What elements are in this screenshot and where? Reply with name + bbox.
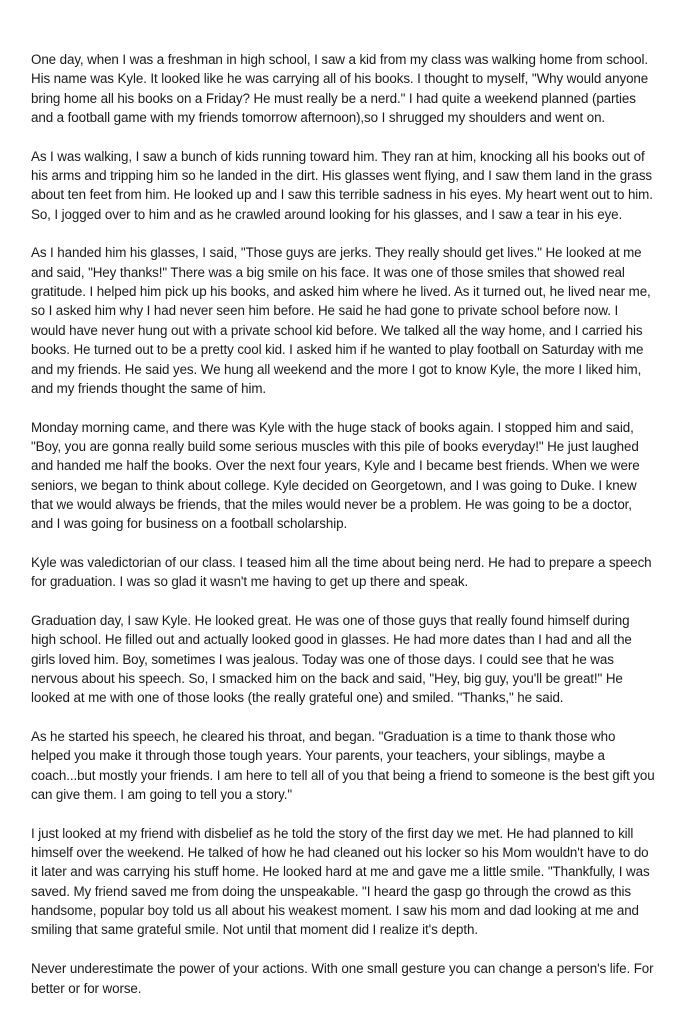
- paragraph-6: Graduation day, I saw Kyle. He looked great. He was one of those guys that really found himself during high school. He filled out and actually looked good in glasses. He had more dates than I had and all the girls loved him. Boy, sometimes I was jealous. Today was one of those days. I could see that he was nervous about his speech. So, I smacked him on the back and said, "Hey, big guy, you'll be great!" He looked at me with one of those looks (the really grateful one) and smiled. "Thanks," he said.: [31, 612, 632, 706]
- paragraph-4: Monday morning came, and there was Kyle with the huge stack of books again. I stopped him and said, "Boy, you are gonna really build some serious muscles with this pile of books everyday!" He just laughed and handed me half the books. Over the next four years, Kyle and I became best friends. When we were seniors, we began to think about college. Kyle decided on Georgetown, and I was going to Duke. I knew that we would always be friends, that the miles would never be a problem. He was going to be a doctor, and I was going for business on a football scholarship.: [31, 419, 640, 532]
- story-document: [31, 50, 655, 1017]
- paragraph-5: Kyle was valedictorian of our class. I teased him all the time about being nerd. He had to prepare a speech for graduation. I was so glad it wasn't me having to get up there and speak.: [31, 554, 652, 590]
- paragraph-8: I just looked at my friend with disbelief as he told the story of the first day we met. He had planned to kill himself over the weekend. He talked of how he had cleaned out his locker so his Mom wouldn't have to do it later and was carrying his stuff home. He looked hard at me and gave me a little smile. "Thankfully, I was saved. My friend saved me from doing the unspeakable. "I heard the gasp go through the crowd as this handsome, popular boy told us all about his weakest moment. I saw his mom and dad looking at me and smiling that same grateful smile. Not until that moment did I realize it's depth.: [31, 825, 650, 938]
- paragraph-2: As I was walking, I saw a bunch of kids running toward him. They ran at him, knocking all his books out of his arms and tripping him so he landed in the dirt. His glasses went flying, and I saw them land in the grass about ten feet from him. He looked up and I saw this terrible sadness in his eyes. My heart went out to him. So, I jogged over to him and as he crawled around looking for his glasses, and I saw a tear in his eye.: [31, 148, 653, 222]
- paragraph-1: One day, when I was a freshman in high school, I saw a kid from my class was walking home from school. His name was Kyle. It looked like he was carrying all of his books. I thought to myself, "Why would anyone bring home all his books on a Friday? He must really be a nerd." I had quite a weekend planned (parties and a football game with my friends tomorrow afternoon),so I shrugged my shoulders and went on.: [31, 52, 649, 126]
- paragraph-9: Never underestimate the power of your actions. With one small gesture you can change a person's life. For better or for worse.: [31, 961, 654, 996]
- paragraph-3: As I handed him his glasses, I said, "Those guys are jerks. They really should get lives." He looked at me and said, "Hey thanks!" There was a big smile on his face. It was one of those smiles that showed real gratitude. I helped him pick up his books, and asked him where he lived. As it turned out, he lived near me, so I asked him why I had never seen him before. He said he had gone to private school before now. I would have never hung out with a private school kid before. We talked all the way home, and I carried his books. He turned out to be a pretty cool kid. I asked him if he wanted to play football on Saturday with me and my friends. He said yes. We hung all weekend and the more I got to know Kyle, the more I liked him, and my friends thought the same of him.: [31, 245, 651, 396]
- paragraph-7: As he started his speech, he cleared his throat, and began. "Graduation is a time to thank those who helped you make it through those tough years. Your parents, your teachers, your siblings, maybe a coach...but mostly your friends. I am here to tell all of you that being a friend to someone is the best gift you can give them. I am going to tell you a story.": [31, 729, 655, 803]
